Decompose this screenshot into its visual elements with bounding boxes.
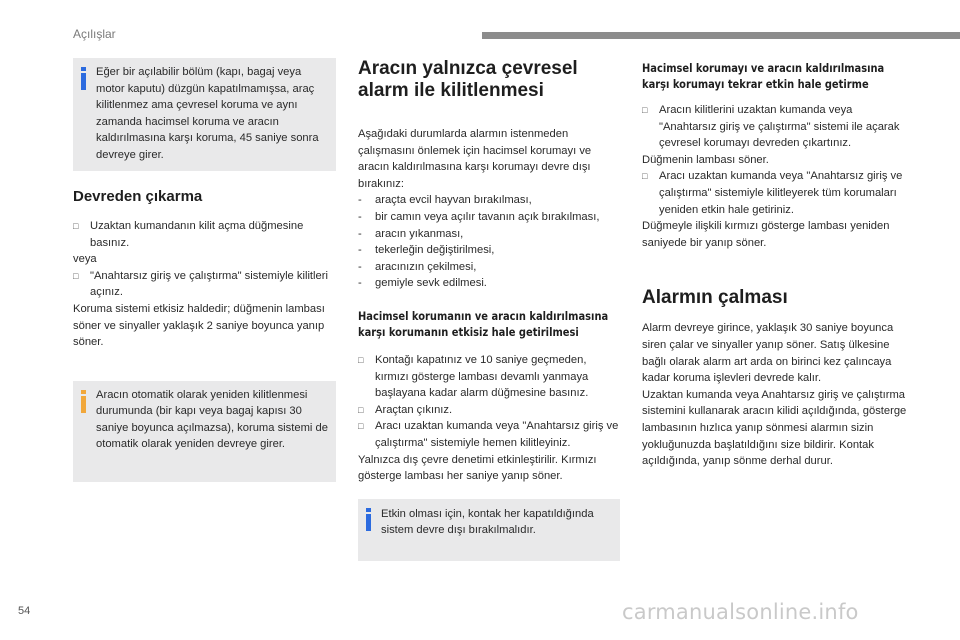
watermark: carmanualsonline.info <box>622 600 859 624</box>
bullet-item: □ Kontağı kapatınız ve 10 saniye geçmeden, kırmızı gösterge lambası devamlı yanmaya başlayana kadar alarm düğmesine basınız. <box>358 352 620 402</box>
subheading-reactivate-volumetric: Hacimsel korumayı ve aracın kaldırılmasına karşı korumayı tekrar etkin hale getirme <box>642 61 885 91</box>
column-1 <box>73 58 336 482</box>
subheading-deactivate-volumetric: Hacimsel korumanın ve aracın kaldırılmasına karşı korumanın etkisiz hale getirilmesi <box>358 308 609 339</box>
checkbox-bullet-icon: □ <box>358 421 364 432</box>
checkbox-bullet-icon: □ <box>642 171 648 182</box>
condition-item: - aracın yıkanması, <box>358 226 620 243</box>
info-icon <box>366 508 371 531</box>
condition-list <box>358 192 620 292</box>
dash-marker: - <box>358 227 362 240</box>
bullet-item: □ Uzaktan kumandanın kilit açma düğmesine basınız. <box>73 218 336 251</box>
page-number: 54 <box>18 605 31 617</box>
bullet-item: □ Aracı uzaktan kumanda veya "Anahtarsız giriş ve çalıştırma" sistemiyle hemen kilitleyiniz. <box>358 418 620 451</box>
info-icon <box>81 390 86 413</box>
chapter-title: Açılışlar <box>73 27 116 41</box>
checkbox-bullet-icon: □ <box>358 354 364 365</box>
or-text: veya <box>73 253 97 266</box>
heading-deactivation: Devreden çıkarma <box>73 188 203 205</box>
info-box-unclosed <box>73 58 336 171</box>
checkbox-bullet-icon: □ <box>642 105 648 115</box>
bullet-item: □ "Anahtarsız giriş ve çalıştırma" sistemiyle kilitleri açınız. <box>73 268 336 301</box>
paragraph: Yalnızca dış çevre denetimi etkinleştirilir. Kırmızı gösterge lambası her saniye yanıp söner. <box>358 453 597 483</box>
paragraph: Alarm devreye girince, yaklaşık 30 saniye boyunca siren çalar ve sinyaller yanıp söner. Satış ülkesine bağlı olarak alarm art arda on birinci kez çalıncaya kadar koruma işlevleri devrede kalır. <box>642 322 894 385</box>
intro-paragraph: Aşağıdaki durumlarda alarmın istenmeden çalışmasını önlemek için hacimsel korumayı ve aracın kaldırılmasına karşı korumayı devre dışı bırakınız: <box>358 128 592 190</box>
dash-marker: - <box>358 210 362 223</box>
condition-item: - araçta evcil hayvan bırakılması, <box>358 192 620 209</box>
checkbox-bullet-icon: □ <box>73 270 79 281</box>
column-3 <box>642 58 912 470</box>
header-bar <box>482 32 960 39</box>
bullet-item: □ Aracın kilitlerini uzaktan kumanda veya "Anahtarsız giriş ve çalıştırma" sistemi ile açarak çevresel korumayı devreden çıkartınız. <box>642 102 912 152</box>
info-text: Eğer bir açılabilir bölüm (kapı, bagaj veya motor kaputu) düzgün kapatılmamışsa, araç kilitlenmez ama çevresel koruma ve aynı zamanda hacimsel koruma ve aracın kaldırılmasına karşı koruma, 45 saniye sonra devreye girer. <box>96 66 319 161</box>
dash-marker: - <box>358 277 362 290</box>
dash-marker: - <box>358 244 362 257</box>
paragraph: Koruma sistemi etkisiz haldedir; düğmenin lambası söner ve sinyaller yaklaşık 2 saniye boyunca yanıp söner. <box>73 302 325 349</box>
info-box-relock <box>73 381 336 482</box>
paragraph: Uzaktan kumanda veya Anahtarsız giriş ve çalıştırma sistemini kullanarak aracın kilidi açıldığında, gösterge lambasının hızlıca yanıp sönmesi alarmın sizin yokluğunuzda başlatıldığını size bildirir. Kontak açıldığında, yanıp sönme derhal durur. <box>642 388 907 468</box>
checkbox-bullet-icon: □ <box>73 221 79 231</box>
heading-alarm-trigger: Alarmın çalması <box>642 287 788 309</box>
dash-marker: - <box>358 194 362 207</box>
bullet-item: □ Aracı uzaktan kumanda veya "Anahtarsız giriş ve çalıştırma" sistemiyle kilitleyerek tüm korumaları yeniden etkin hale getiriniz. <box>642 168 912 218</box>
column-2 <box>358 58 620 561</box>
checkbox-bullet-icon: □ <box>358 404 364 415</box>
condition-item: - aracınızın çekilmesi, <box>358 259 620 276</box>
bullet-item: □ Araçtan çıkınız. <box>358 402 620 419</box>
paragraph: Düğmeyle ilişkili kırmızı gösterge lambası yeniden saniyede bir yanıp söner. <box>642 220 890 249</box>
info-text: Etkin olması için, kontak her kapatıldığında sistem devre dışı bırakılmalıdır. <box>381 507 594 537</box>
dash-marker: - <box>358 260 362 273</box>
info-box-ignition <box>358 499 620 561</box>
info-text: Aracın otomatik olarak yeniden kilitlenmesi durumunda (bir kapı veya bagaj kapısı 30 saniye boyunca açılmazsa), koruma sistemi de otomatik olarak yeniden devreye girer. <box>96 388 328 451</box>
condition-item: - tekerleğin değiştirilmesi, <box>358 242 620 259</box>
heading-perimeter-lock: Aracın yalnızca çevresel alarm ile kilitlenmesi <box>358 58 578 101</box>
info-icon <box>81 67 86 90</box>
condition-item: - gemiyle sevk edilmesi. <box>358 275 620 292</box>
condition-item: - bir camın veya açılır tavanın açık bırakılması, <box>358 209 620 226</box>
paragraph: Düğmenin lambası söner. <box>642 153 769 166</box>
